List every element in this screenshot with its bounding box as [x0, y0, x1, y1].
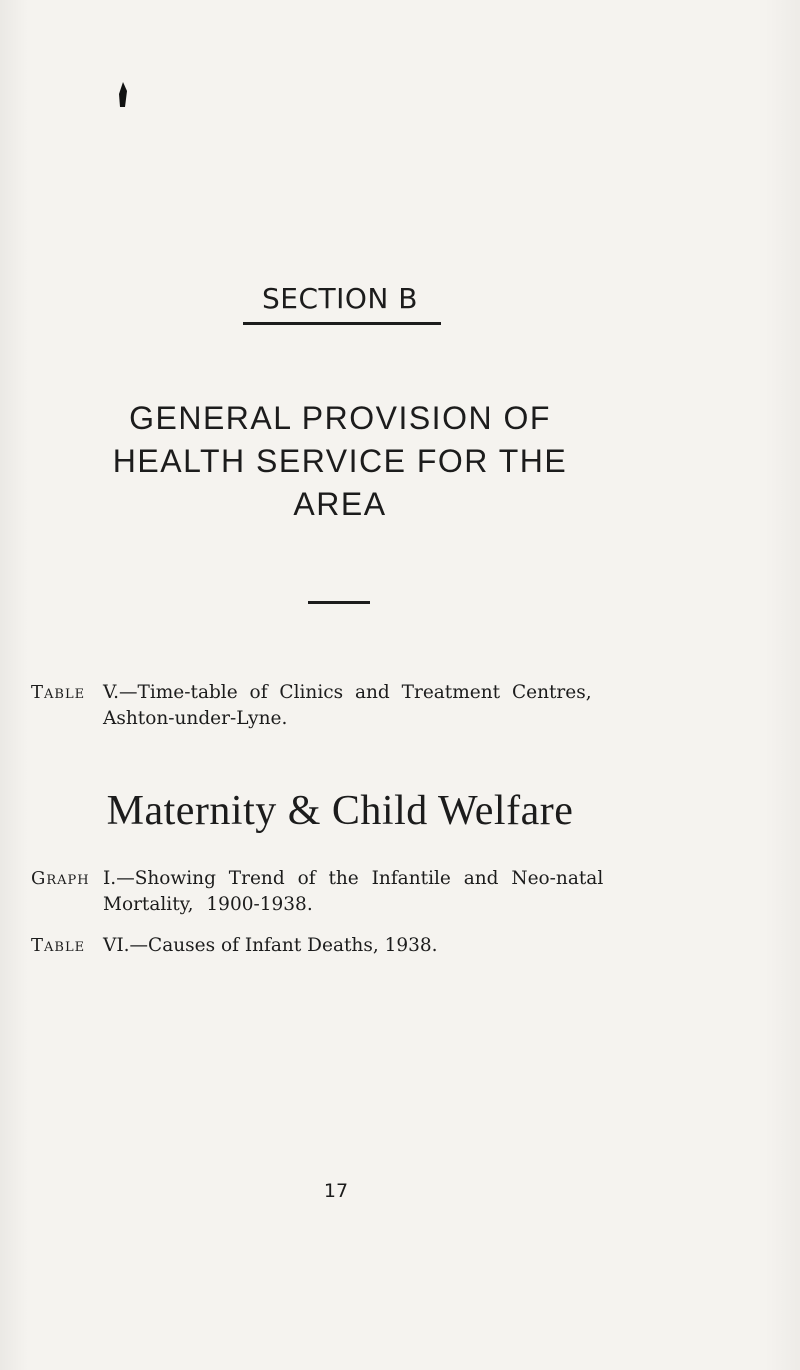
contents-entry-table-vi [31, 933, 691, 959]
entry-text: V.—Time-table of Clinics and Treatment Centres, [103, 682, 592, 703]
section-title: SECTION B [262, 282, 418, 315]
entry-text: VI.—Causes of Infant Deaths, 1938. [103, 935, 438, 956]
main-heading [0, 397, 680, 526]
main-heading-line-3: AREA [293, 486, 387, 522]
contents-entry-graph-i [31, 866, 691, 918]
section-title-underline [243, 322, 441, 325]
main-heading-line-1: GENERAL PROVISION OF [129, 400, 551, 436]
entry-keyword: Graph [31, 868, 90, 889]
subheading-maternity: Maternity & Child Welfare [106, 788, 574, 834]
entry-keyword: Table [31, 935, 86, 956]
printer-mark-icon [117, 82, 129, 108]
entry-text: I.—Showing Trend of the Infantile and Neo-natal [103, 868, 604, 889]
divider-rule [308, 601, 370, 604]
entry-text-continued: Ashton-under-Lyne. [103, 708, 288, 729]
entry-keyword: Table [31, 682, 86, 703]
main-heading-line-2: HEALTH SERVICE FOR THE [112, 443, 568, 479]
contents-entry-table-v [31, 680, 691, 732]
entry-text-continued: Mortality, 1900-1938. [103, 894, 313, 915]
page-number: 17 [323, 1180, 349, 1202]
